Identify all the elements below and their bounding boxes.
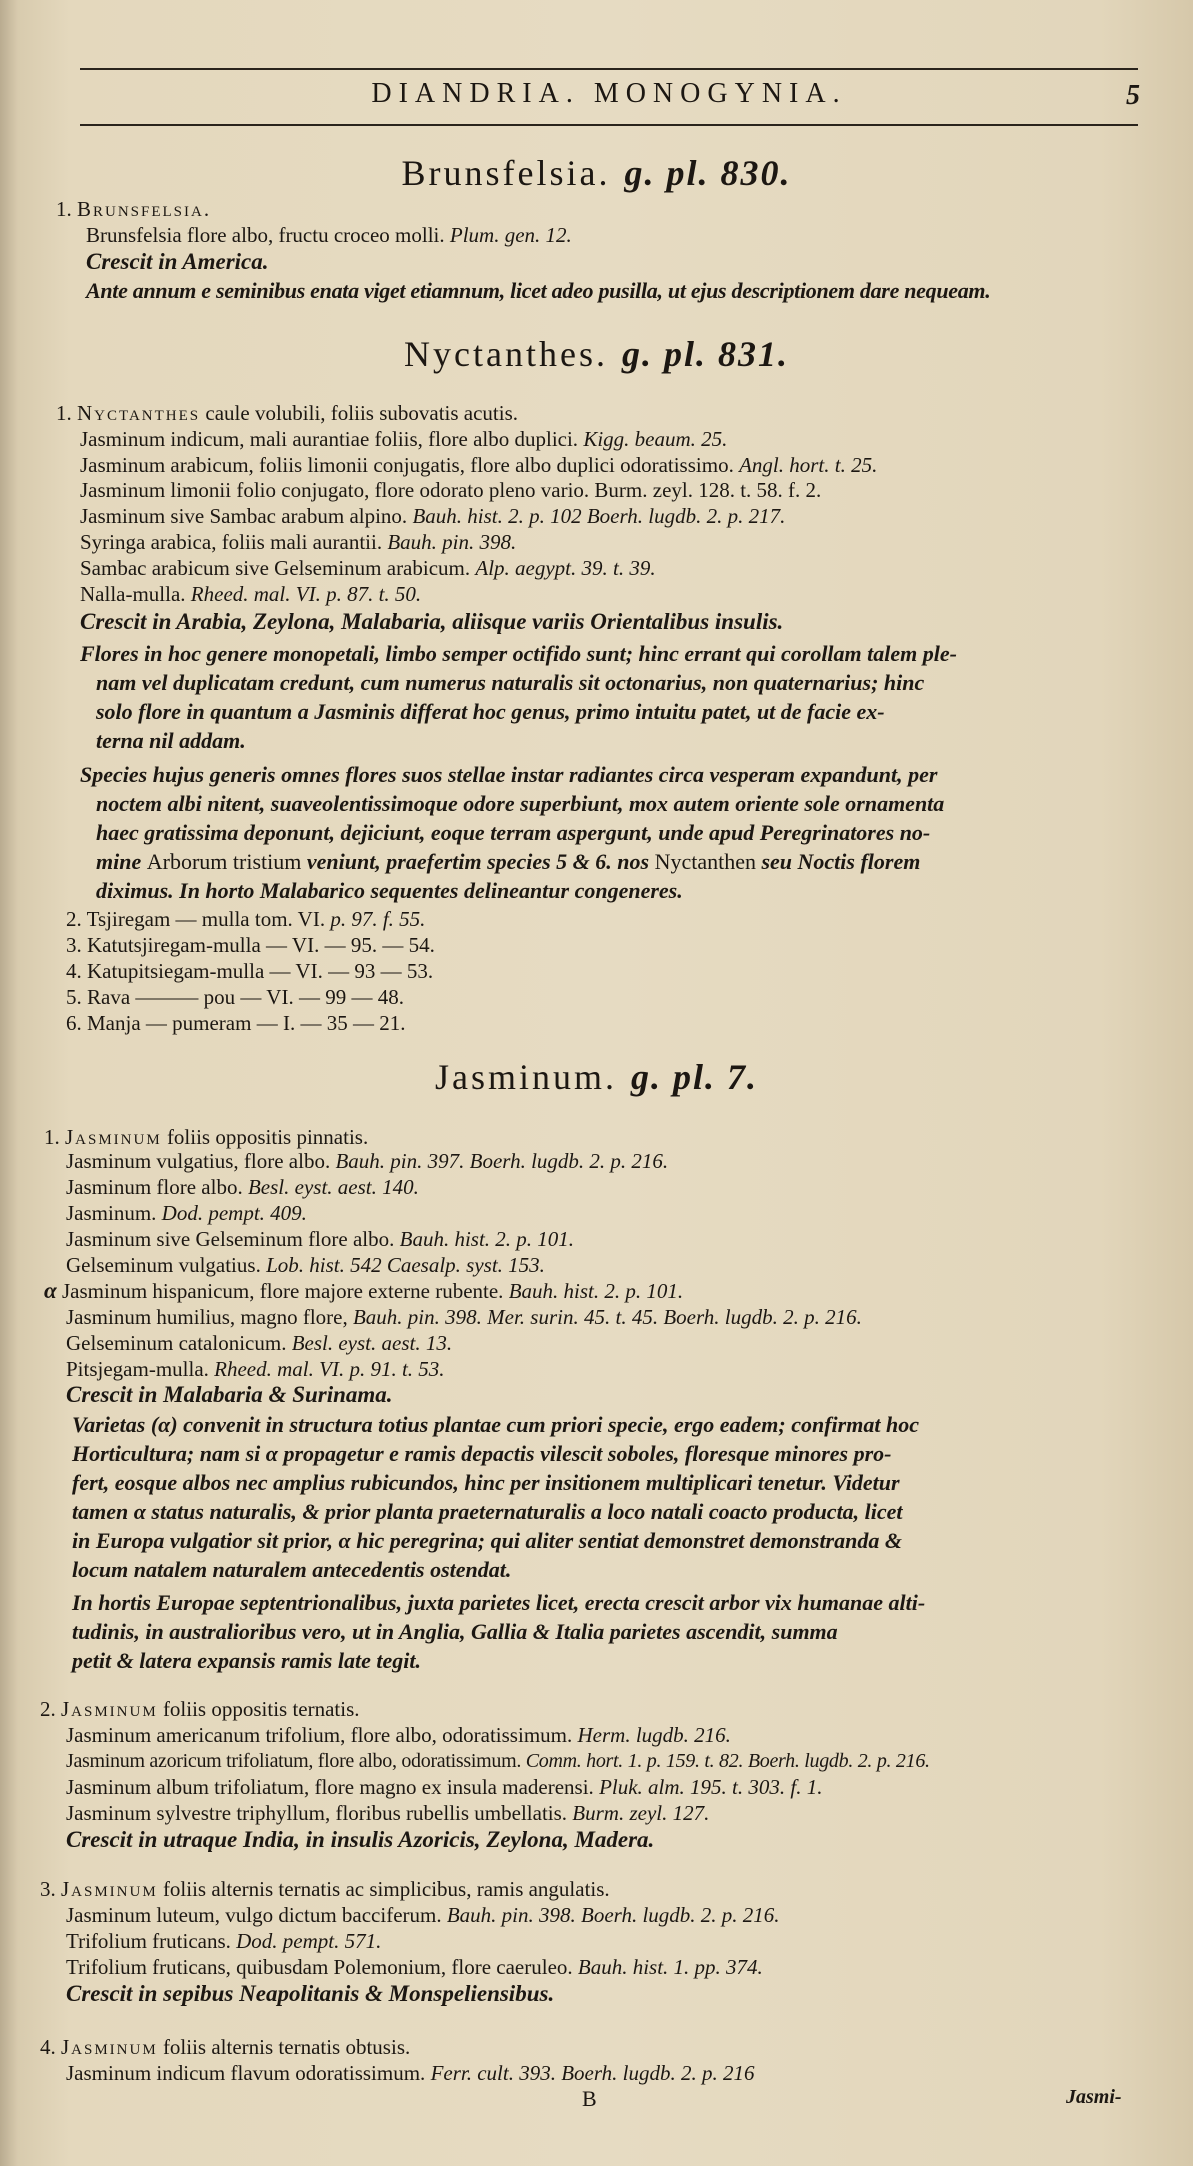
species-name: Nyctanthes bbox=[77, 401, 201, 425]
congener-figure: 54. bbox=[408, 933, 435, 957]
synonym-text: Gelseminum vulgatius. bbox=[66, 1253, 261, 1277]
note-line: nam vel duplicatam credunt, cum numerus naturalis sit octonarius, non quaternarius; hinc bbox=[96, 670, 925, 695]
species-diagnosis: foliis alternis ternatis ac simplicibus, ramis angulatis. bbox=[157, 1877, 610, 1901]
congener-number: 5. bbox=[66, 985, 82, 1009]
synonym-text: Jasminum vulgatius, flore albo. bbox=[66, 1149, 331, 1173]
congener-name: Tsjiregam — mulla bbox=[86, 907, 250, 931]
variety-mark: α bbox=[44, 1278, 57, 1303]
synonym-text: Jasminum humilius, magno flore, bbox=[66, 1305, 348, 1329]
synonym-text: Jasminum indicum, mali aurantiae foliis, flore albo duplici. bbox=[80, 427, 579, 451]
genus-name: Jasminum. bbox=[434, 1057, 617, 1097]
synonym-reference: Besl. eyst. aest. 13. bbox=[291, 1331, 453, 1355]
synonym-text: Jasminum americanum trifolium, flore albo, odoratissimum. bbox=[66, 1723, 573, 1747]
synonym-text: Sambac arabicum sive Gelseminum arabicum. bbox=[80, 556, 471, 580]
note-text: veniunt, praefertim species 5 & 6. nos bbox=[301, 849, 655, 874]
species-heading bbox=[56, 196, 211, 222]
synonym-line bbox=[80, 426, 727, 452]
habitat-line: Crescit in sepibus Neapolitanis & Monspeliensibus. bbox=[66, 1981, 555, 2006]
synonym-reference: Bauh. pin. 398. Boerh. lugdb. 2. p. 216. bbox=[446, 1903, 780, 1927]
congener-number: 3. bbox=[66, 933, 82, 957]
synonym-line bbox=[66, 1356, 445, 1382]
synonym-line bbox=[80, 452, 877, 478]
species-heading bbox=[40, 2034, 410, 2060]
synonym-text: Jasminum indicum flavum odoratissimum. bbox=[66, 2061, 426, 2085]
note-line: fert, eosque albos nec amplius rubicundos, hinc per insitionem multiplicari tenetur. Videtur bbox=[72, 1470, 900, 1495]
congener-number: 4. bbox=[66, 959, 82, 983]
synonym-line bbox=[66, 1252, 545, 1278]
synonym-line bbox=[80, 503, 785, 529]
synonym-reference: Bauh. hist. 2. p. 102 Boerh. lugdb. 2. p. 217. bbox=[412, 504, 786, 528]
synonym-line bbox=[66, 1800, 709, 1826]
congener-name: Katupitsiegam-mulla — bbox=[87, 959, 291, 983]
synonym-text: Syringa arabica, foliis mali aurantii. bbox=[80, 530, 383, 554]
synonym-reference: Burm. zeyl. 127. bbox=[572, 1801, 710, 1825]
note-line: terna nil addam. bbox=[96, 728, 246, 753]
note-line: locum natalem naturalem antecedentis ostendat. bbox=[72, 1557, 512, 1582]
synonym-text: Jasminum sive Sambac arabum alpino. bbox=[80, 504, 408, 528]
note-line: diximus. In horto Malabarico sequentes delineantur congeneres. bbox=[96, 878, 683, 903]
congener-volume: I. — bbox=[282, 1011, 322, 1035]
congener-volume: VI. — bbox=[291, 933, 346, 957]
congener-page: 99 — bbox=[325, 985, 373, 1009]
species-number: 1. bbox=[44, 1125, 60, 1149]
congener-volume: VI. — bbox=[295, 959, 350, 983]
synonym-reference: Kigg. beaum. 25. bbox=[583, 427, 728, 451]
congener-row bbox=[66, 984, 404, 1010]
synonym-text: Nalla-mulla. bbox=[80, 582, 186, 606]
note-line: solo flore in quantum a Jasminis differat hoc genus, primo intuitu patet, ut de facie ex- bbox=[96, 699, 885, 724]
page-number: 5 bbox=[1126, 80, 1140, 111]
congener-row bbox=[66, 932, 435, 958]
species-number: 2. bbox=[40, 1697, 56, 1721]
species-diagnosis: foliis alternis ternatis obtusis. bbox=[157, 2035, 411, 2059]
genus-heading-jasminum bbox=[0, 1056, 1193, 1098]
variety-line bbox=[44, 1278, 683, 1304]
congener-page: p. 97. bbox=[330, 907, 378, 931]
synonym-line bbox=[66, 1774, 822, 1800]
synonym-line bbox=[80, 581, 421, 607]
synonym-text: Jasminum limonii folio conjugato, flore odorato pleno vario. Burm. zeyl. 128. t. 58. f. 2. bbox=[80, 478, 822, 502]
note-line: Horticultura; nam si α propagetur e ramis depactis vilescit soboles, floresque minores pro- bbox=[72, 1441, 892, 1466]
habitat-line: Crescit in utraque India, in insulis Azoricis, Zeylona, Madera. bbox=[66, 1827, 655, 1852]
synonym-text: Jasminum hispanicum, flore majore externe rubente. bbox=[61, 1279, 504, 1303]
synonym-line bbox=[66, 1722, 731, 1748]
synonym-line bbox=[66, 1928, 381, 1954]
species-name: Brunsfelsia. bbox=[77, 197, 212, 221]
species-heading bbox=[56, 400, 518, 426]
synonym-text: Jasminum arabicum, foliis limonii conjugatis, flore albo duplici odoratissimo. bbox=[80, 453, 734, 477]
congener-number: 2. bbox=[66, 907, 82, 931]
header-rule-bottom bbox=[80, 124, 1138, 126]
genus-reference: g. pl. 830. bbox=[624, 153, 792, 193]
note-line: Ante annum e seminibus enata viget etiamnum, licet adeo pusilla, ut ejus descriptionem dare nequeam. bbox=[86, 278, 991, 303]
synonym-reference: Bauh. hist. 1. pp. 374. bbox=[577, 1955, 763, 1979]
species-name: Jasminum bbox=[65, 1125, 162, 1149]
synonym-line bbox=[66, 1200, 307, 1226]
species-diagnosis: foliis oppositis ternatis. bbox=[157, 1697, 360, 1721]
note-line: tudinis, in australioribus vero, ut in Anglia, Gallia & Italia parietes ascendit, summa bbox=[72, 1619, 838, 1644]
note-line: petit & latera expansis ramis late tegit. bbox=[72, 1648, 421, 1673]
note-line: noctem albi nitent, suaveolentissimoque odore superbiunt, mox autem oriente sole ornamenta bbox=[96, 791, 945, 816]
synonym-line bbox=[80, 555, 656, 581]
congener-row bbox=[66, 906, 425, 932]
congener-row bbox=[66, 1010, 405, 1036]
synonym-reference: Bauh. hist. 2. p. 101. bbox=[399, 1227, 575, 1251]
note-line bbox=[96, 849, 920, 875]
habitat-line: Crescit in Malabaria & Surinama. bbox=[66, 1382, 393, 1407]
habitat-line: Crescit in Arabia, Zeylona, Malabaria, aliisque variis Orientalibus insulis. bbox=[80, 609, 784, 634]
synonym-reference: Angl. hort. t. 25. bbox=[739, 453, 878, 477]
synonym-text: Jasminum azoricum trifoliatum, flore albo, odoratissimum. bbox=[66, 1750, 522, 1772]
synonym-reference: Dod. pempt. 409. bbox=[161, 1201, 307, 1225]
synonym-reference: Pluk. alm. 195. t. 303. f. 1. bbox=[599, 1775, 823, 1799]
synonym-reference: Rheed. mal. VI. p. 87. t. 50. bbox=[190, 582, 422, 606]
note-line: tamen α status naturalis, & prior planta praeternaturalis a loco natali coacto producta, licet bbox=[72, 1499, 903, 1524]
species-diagnosis: caule volubili, foliis subovatis acutis. bbox=[200, 401, 519, 425]
synonym-reference: Bauh. pin. 398. Mer. surin. 45. t. 45. Boerh. lugdb. 2. p. 216. bbox=[352, 1305, 862, 1329]
synonym-text: Jasminum luteum, vulgo dictum bacciferum. bbox=[66, 1903, 442, 1927]
signature-mark: B bbox=[582, 2086, 597, 2111]
synonym-text: Gelseminum catalonicum. bbox=[66, 1331, 287, 1355]
note-text: mine bbox=[96, 849, 147, 874]
habitat-line: Crescit in America. bbox=[86, 249, 269, 274]
synonym-reference: Bauh. hist. 2. p. 101. bbox=[508, 1279, 684, 1303]
synonym-line bbox=[66, 1330, 452, 1356]
species-number: 1. bbox=[56, 401, 72, 425]
congener-row bbox=[66, 958, 433, 984]
note-line: In hortis Europae septentrionalibus, juxta parietes licet, erecta crescit arbor vix humanae alti- bbox=[72, 1590, 926, 1615]
species-number: 4. bbox=[40, 2035, 56, 2059]
synonym-line bbox=[66, 1148, 668, 1174]
synonym-text: Jasminum flore albo. bbox=[66, 1175, 243, 1199]
congener-figure: f. 55. bbox=[382, 907, 426, 931]
congener-name: Katutsjiregam-mulla — bbox=[87, 933, 288, 957]
synonym-line bbox=[86, 222, 572, 248]
genus-reference: g. pl. 7. bbox=[631, 1057, 759, 1097]
note-roman-text: Arborum tristium bbox=[146, 849, 302, 874]
synonym-reference: Ferr. cult. 393. Boerh. lugdb. 2. p. 216 bbox=[430, 2061, 755, 2085]
synonym-text: Jasminum album trifoliatum, flore magno ex insula maderensi. bbox=[66, 1775, 594, 1799]
synonym-line bbox=[66, 1226, 574, 1252]
genus-heading-nyctanthes bbox=[0, 333, 1193, 375]
note-roman-text: Nyctanthen bbox=[654, 849, 756, 874]
species-number: 1. bbox=[56, 197, 72, 221]
synonym-text: Trifolium fruticans, quibusdam Polemonium, flore caeruleo. bbox=[66, 1955, 573, 1979]
synonym-reference: Herm. lugdb. 216. bbox=[577, 1723, 731, 1747]
synonym-line bbox=[80, 477, 821, 503]
note-line: Varietas (α) convenit in structura totius plantae cum priori specie, ergo eadem; confirmat hoc bbox=[72, 1412, 919, 1437]
congener-page: 93 — bbox=[354, 959, 402, 983]
congener-name: Manja — pumeram — bbox=[87, 1011, 278, 1035]
synonym-reference: Bauh. pin. 397. Boerh. lugdb. 2. p. 216. bbox=[335, 1149, 669, 1173]
congener-figure: 21. bbox=[379, 1011, 406, 1035]
synonym-text: Jasminum sylvestre triphyllum, floribus rubellis umbellatis. bbox=[66, 1801, 568, 1825]
congener-number: 6. bbox=[66, 1011, 82, 1035]
genus-heading-brunsfelsia bbox=[0, 152, 1193, 194]
species-name: Jasminum bbox=[61, 2035, 158, 2059]
synonym-reference: Alp. aegypt. 39. t. 39. bbox=[475, 556, 656, 580]
header-rule-top bbox=[80, 68, 1138, 70]
running-head: DIANDRIA. MONOGYNIA. bbox=[371, 78, 847, 109]
synonym-text: Brunsfelsia flore albo, fructu croceo molli. bbox=[86, 223, 445, 247]
genus-reference: g. pl. 831. bbox=[621, 334, 789, 374]
synonym-reference: Bauh. pin. 398. bbox=[387, 530, 517, 554]
synonym-line bbox=[66, 1954, 763, 1980]
synonym-reference: Rheed. mal. VI. p. 91. t. 53. bbox=[214, 1357, 445, 1381]
note-line: Species hujus generis omnes flores suos stellae instar radiantes circa vesperam expandunt, per bbox=[80, 762, 938, 787]
species-number: 3. bbox=[40, 1877, 56, 1901]
genus-name: Nyctanthes. bbox=[404, 334, 608, 374]
species-name: Jasminum bbox=[61, 1697, 158, 1721]
synonym-line bbox=[66, 2060, 755, 2086]
synonym-text: Jasminum sive Gelseminum flore albo. bbox=[66, 1227, 395, 1251]
synonym-reference: Comm. hort. 1. p. 159. t. 82. Boerh. lugdb. 2. p. 216. bbox=[525, 1750, 930, 1772]
synonym-text: Jasminum. bbox=[66, 1201, 157, 1225]
synonym-reference: Plum. gen. 12. bbox=[449, 223, 572, 247]
congener-figure: 48. bbox=[377, 985, 404, 1009]
synonym-line bbox=[80, 529, 516, 555]
species-diagnosis: foliis oppositis pinnatis. bbox=[161, 1125, 369, 1149]
note-text: seu Noctis florem bbox=[755, 849, 921, 874]
species-heading bbox=[44, 1124, 368, 1150]
synonym-line bbox=[66, 1902, 780, 1928]
congener-figure: 53. bbox=[406, 959, 434, 983]
congener-page: 35 — bbox=[326, 1011, 374, 1035]
congener-volume: VI. — bbox=[266, 985, 320, 1009]
catchword: Jasmi- bbox=[1066, 2086, 1122, 2108]
synonym-line bbox=[66, 1304, 862, 1330]
note-line: haec gratissima deponunt, dejiciunt, eoque terram aspergunt, unde apud Peregrinatores no- bbox=[96, 820, 931, 845]
synonym-reference: Besl. eyst. aest. 140. bbox=[247, 1175, 419, 1199]
species-heading bbox=[40, 1876, 610, 1902]
note-line: Flores in hoc genere monopetali, limbo semper octifido sunt; hinc errant qui corollam talem ple- bbox=[80, 641, 957, 666]
synonym-reference: Lob. hist. 542 Caesalp. syst. 153. bbox=[266, 1253, 545, 1277]
synonym-line bbox=[66, 1174, 419, 1200]
note-line: in Europa vulgatior sit prior, α hic peregrina; qui aliter sentiat demonstret demonstranda & bbox=[72, 1528, 902, 1553]
synonym-reference: Dod. pempt. 571. bbox=[236, 1929, 382, 1953]
genus-name: Brunsfelsia. bbox=[401, 153, 611, 193]
synonym-line bbox=[66, 1748, 930, 1774]
synonym-text: Pitsjegam-mulla. bbox=[66, 1357, 209, 1381]
congener-volume: tom. VI. bbox=[254, 907, 326, 931]
congener-name: Rava ——— pou — bbox=[87, 985, 262, 1009]
synonym-text: Trifolium fruticans. bbox=[66, 1929, 231, 1953]
species-heading bbox=[40, 1696, 360, 1722]
species-name: Jasminum bbox=[61, 1877, 158, 1901]
congener-page: 95. — bbox=[350, 933, 404, 957]
